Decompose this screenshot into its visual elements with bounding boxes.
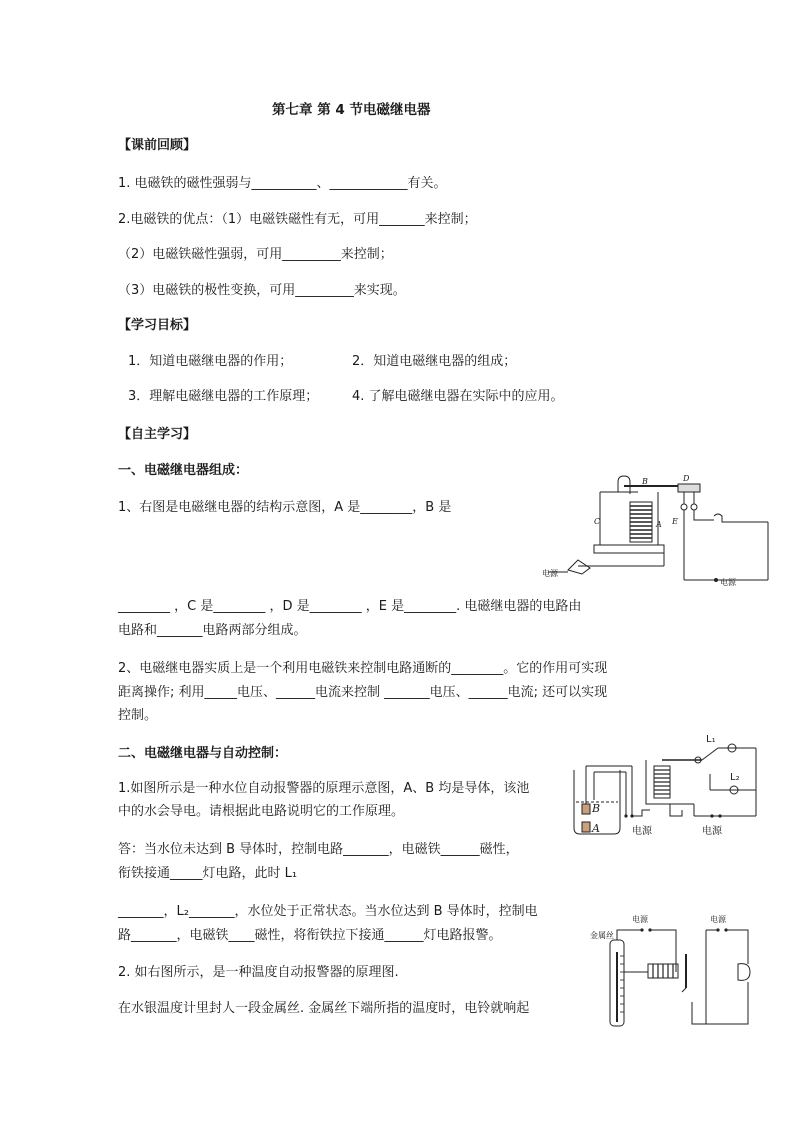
- page-title: 第七章 第 4 节电磁继电器: [272, 102, 431, 118]
- water-label-b: B: [592, 802, 601, 815]
- goal-1: 1．知道电磁继电器的作用；: [128, 354, 293, 369]
- relay-label-e: E: [672, 517, 678, 526]
- relay-bulb-e: [694, 510, 768, 522]
- section-2-heading: 二、电磁继电器与自动控制：: [118, 746, 288, 761]
- water-conductor-b: [582, 804, 590, 814]
- water-question-line-1: 1.如图所示是一种水位自动报警器的原理示意图，A、B 均是导体，该池: [118, 781, 530, 796]
- water-answer-line-1: 答：当水位未达到 B 导体时，控制电路_______，电磁铁______磁性，: [118, 842, 519, 857]
- thermo-wire-label: 金属丝: [590, 931, 614, 940]
- relay-label-a: A: [656, 520, 662, 529]
- water-answer-line-4: 路_______，电磁铁____磁性，将衔铁拉下接通______灯电路报警。: [118, 928, 502, 943]
- review-heading: 【课前回顾】: [118, 138, 197, 153]
- thermo-power-label-left: 电源: [632, 915, 648, 924]
- water-answer-line-3: _______，L₂_______，水位处于正常状态。当水位达到 B 导体时，控制电: [118, 904, 538, 919]
- water-label-l1: L₁: [706, 734, 716, 745]
- relay-power-label-right: 电源: [720, 578, 736, 587]
- relay-contact-d: [678, 484, 700, 492]
- essence-line-1: 2、电磁继电器实质上是一个利用电磁铁来控制电路通断的________。它的作用可实现: [118, 661, 608, 676]
- goal-3: 3．理解电磁继电器的工作原理；: [128, 389, 319, 404]
- temperature-alarm-figure: [588, 912, 760, 1030]
- relay-switch: [568, 560, 590, 574]
- goal-2: 2．知道电磁继电器的组成；: [352, 354, 517, 369]
- review-question-1: 1. 电磁铁的磁性强弱与__________、____________有关。: [118, 176, 447, 191]
- relay-question-line-1: 1、右图是电磁继电器的结构示意图，A 是________，B 是: [118, 500, 452, 515]
- relay-label-c: C: [594, 517, 601, 526]
- relay-base: [594, 545, 664, 553]
- water-power-label-left: 电源: [632, 826, 652, 837]
- thermo-bell: [738, 964, 750, 981]
- thermo-question-line-2: 在水银温度计里封人一段金属丝. 金属丝下端所指的温度时，电铃就响起: [118, 1001, 530, 1016]
- essence-line-2: 距离操作; 利用_____电压、______电流来控制 _______电压、______电流; 还可以实现: [118, 685, 608, 700]
- water-power-label-right: 电源: [702, 826, 722, 837]
- water-answer-line-2: 衔铁接通_____灯电路，此时 L₁: [118, 866, 298, 881]
- relay-question-line-3: 电路和_______电路两部分组成。: [118, 623, 307, 638]
- water-alarm-figure: [570, 730, 760, 840]
- review-question-2b: （2）电磁铁磁性强弱，可用_________来控制；: [118, 247, 393, 262]
- relay-structure-figure: [538, 472, 770, 590]
- goal-4: 4. 了解电磁继电器在实际中的应用。: [352, 389, 564, 404]
- water-label-a: A: [592, 822, 600, 835]
- relay-question-line-2: ________ ，C 是________ ，D 是________ ，E 是________. 电磁继电器的电路由: [118, 599, 582, 614]
- thermo-question-line-1: 2. 如右图所示，是一种温度自动报警器的原理图.: [118, 965, 399, 980]
- water-conductor-a: [582, 822, 590, 832]
- review-question-2: 2.电磁铁的优点：（1）电磁铁磁性有无，可用_______来控制；: [118, 212, 477, 227]
- water-label-l2: L₂: [730, 772, 740, 783]
- self-study-heading: 【自主学习】: [118, 427, 197, 442]
- relay-label-d: D: [683, 474, 690, 483]
- thermo-power-label-right: 电源: [710, 915, 726, 924]
- relay-power-label-left: 电源: [542, 569, 558, 578]
- review-question-2c: （3）电磁铁的极性变换，可用_________来实现。: [118, 283, 406, 298]
- goals-heading: 【学习目标】: [118, 318, 197, 333]
- essence-line-3: 控制。: [118, 708, 158, 723]
- relay-label-b: B: [642, 477, 648, 486]
- section-1-heading: 一、电磁继电器组成：: [118, 463, 249, 478]
- water-question-line-2: 中的水会导电。请根据此电路说明它的工作原理。: [118, 804, 405, 819]
